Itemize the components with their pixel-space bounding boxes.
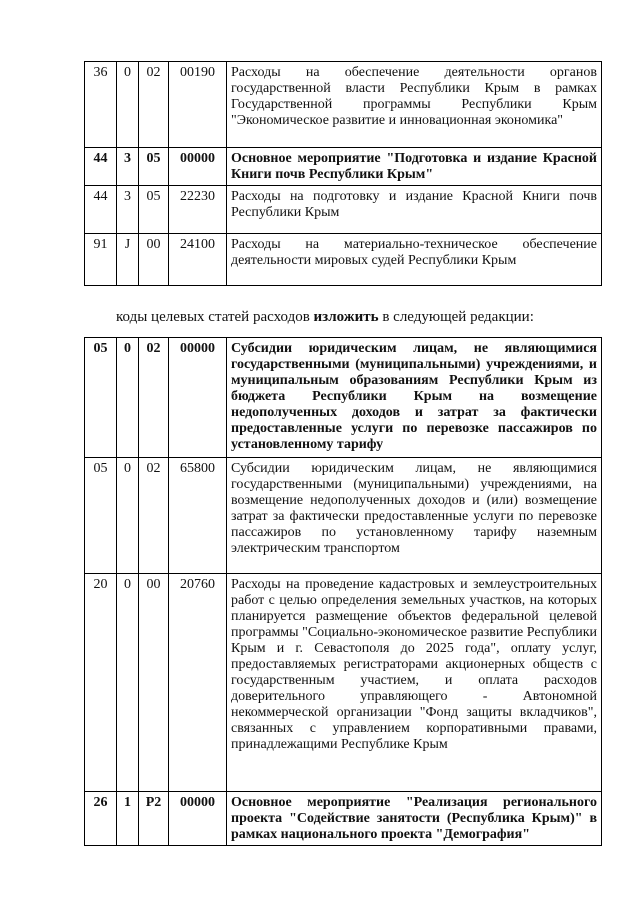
table-row	[85, 458, 602, 574]
table-row	[85, 234, 602, 286]
code-program: 20	[85, 574, 117, 792]
code-subprogram: J	[117, 234, 139, 286]
code-subprogram: 0	[117, 338, 139, 458]
code-direction: 00000	[169, 792, 227, 846]
instruction-before: коды целевых статей расходов	[116, 309, 314, 325]
table-row	[85, 186, 602, 234]
row-description: Субсидии юридическим лицам, не являющимися государственными (муниципальными) учреждениями, и муниципальным образованиям Республики Крым из бюджета Республики Крым на возмещение недополученных доходов и затрат за фактически предоставленные услуги по перевозке пассажиров по установленному тарифу	[227, 338, 602, 458]
code-program: 44	[85, 186, 117, 234]
code-direction: 65800	[169, 458, 227, 574]
code-activity: 02	[139, 338, 169, 458]
code-direction: 00000	[169, 148, 227, 186]
table-row	[85, 574, 602, 792]
row-description: Субсидии юридическим лицам, не являющимися государственными (муниципальными) учреждениями, на возмещение недополученных доходов и (или) возмещение затрат за фактически предоставленные услуги по перевозке пассажиров по установленному тарифу наземным электрическим транспортом	[227, 458, 602, 574]
code-program: 36	[85, 62, 117, 148]
code-direction: 00190	[169, 62, 227, 148]
instruction-keyword: изложить	[313, 309, 379, 325]
table-row	[85, 148, 602, 186]
code-direction: 20760	[169, 574, 227, 792]
code-program: 26	[85, 792, 117, 846]
code-subprogram: 0	[117, 574, 139, 792]
table-row	[85, 792, 602, 846]
code-subprogram: 3	[117, 148, 139, 186]
table-row	[85, 62, 602, 148]
code-activity: P2	[139, 792, 169, 846]
code-subprogram: 0	[117, 62, 139, 148]
row-description: Основное мероприятие "Реализация регионального проекта "Содействие занятости (Республика Крым)" в рамках национального проекта "Демография"	[227, 792, 602, 846]
row-description: Основное мероприятие "Подготовка и издание Красной Книги почв Республики Крым"	[227, 148, 602, 186]
codes-table-old	[84, 61, 602, 286]
code-activity: 00	[139, 234, 169, 286]
code-activity: 02	[139, 62, 169, 148]
table-row	[85, 338, 602, 458]
code-direction: 00000	[169, 338, 227, 458]
code-activity: 05	[139, 148, 169, 186]
code-program: 91	[85, 234, 117, 286]
code-program: 05	[85, 458, 117, 574]
code-direction: 24100	[169, 234, 227, 286]
codes-table-new	[84, 337, 602, 846]
code-direction: 22230	[169, 186, 227, 234]
code-subprogram: 3	[117, 186, 139, 234]
code-activity: 00	[139, 574, 169, 792]
code-subprogram: 0	[117, 458, 139, 574]
code-program: 05	[85, 338, 117, 458]
code-program: 44	[85, 148, 117, 186]
instruction-text	[116, 308, 596, 326]
code-subprogram: 1	[117, 792, 139, 846]
code-activity: 05	[139, 186, 169, 234]
row-description: Расходы на подготовку и издание Красной Книги почв Республики Крым	[227, 186, 602, 234]
code-activity: 02	[139, 458, 169, 574]
row-description: Расходы на обеспечение деятельности органов государственной власти Республики Крым в рамках Государственной программы Республики Крым "Экономическое развитие и инновационная экономика"	[227, 62, 602, 148]
row-description: Расходы на материально-техническое обеспечение деятельности мировых судей Республики Крым	[227, 234, 602, 286]
row-description: Расходы на проведение кадастровых и землеустроительных работ с целью определения земельных участков, на которых планируется размещение объектов федеральной целевой программы "Социально-экономическое развитие Республики Крым и г. Севастополя до 2025 года", оплату услуг, предоставляемых регистраторами акционерных обществ с государственным участием, и оплата расходов доверительного управляющего - Автономной некоммерческой организации "Фонд защиты вкладчиков", связанных с управлением корпоративными правами, принадлежащими Республике Крым	[227, 574, 602, 792]
instruction-after: в следующей редакции:	[378, 309, 534, 325]
